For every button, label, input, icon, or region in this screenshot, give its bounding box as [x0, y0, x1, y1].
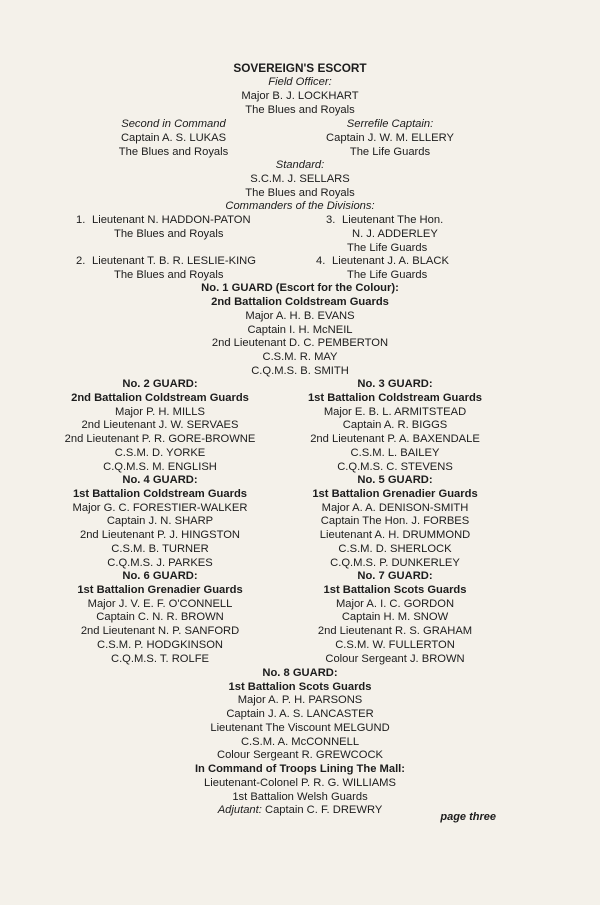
guard-4-member: C.Q.M.S. J. PARKES: [107, 557, 213, 569]
guard-2-member: C.S.M. D. YORKE: [114, 447, 206, 459]
guard-5-member: C.S.M. D. SHERLOCK: [338, 543, 452, 555]
guard-2-heading: No. 2 GUARD:: [122, 378, 198, 390]
division-2-unit: The Blues and Royals: [114, 269, 224, 281]
guard-5-member: Captain The Hon. J. FORBES: [320, 515, 470, 527]
guard-6-battalion: 1st Battalion Grenadier Guards: [77, 584, 243, 596]
guard-5-member: C.Q.M.S. P. DUNKERLEY: [330, 557, 460, 569]
guard-7-member: Major A. I. C. GORDON: [335, 598, 455, 610]
division-2-name: Lieutenant T. B. R. LESLIE-KING: [92, 255, 256, 267]
guard-7-member: 2nd Lieutenant R. S. GRAHAM: [317, 625, 473, 637]
guard-3-member: Major E. B. L. ARMITSTEAD: [323, 406, 467, 418]
guard-2-member: 2nd Lieutenant P. R. GORE-BROWNE: [64, 433, 256, 445]
guard-4-member: Major G. C. FORESTIER-WALKER: [72, 502, 248, 514]
guard-8-member: Lieutenant The Viscount MELGUND: [210, 722, 390, 734]
guard-6-member: C.S.M. P. HODGKINSON: [97, 639, 223, 651]
guard-1-member: C.Q.M.S. B. SMITH: [251, 365, 349, 377]
guard-8-member: Colour Sergeant R. GREWCOCK: [217, 749, 383, 761]
guard-5-battalion: 1st Battalion Grenadier Guards: [312, 488, 478, 500]
guard-1-member: 2nd Lieutenant D. C. PEMBERTON: [211, 337, 389, 349]
guard-2-battalion: 2nd Battalion Coldstream Guards: [71, 392, 249, 404]
division-4-name: Lieutenant J. A. BLACK: [332, 255, 449, 267]
guard-2-member: Major P. H. MILLS: [115, 406, 205, 418]
guard-8-member: Captain J. A. S. LANCASTER: [226, 708, 374, 720]
guard-3-member: 2nd Lieutenant P. A. BAXENDALE: [310, 433, 480, 445]
guard-6-member: Captain C. N. R. BROWN: [96, 611, 224, 623]
guard-4-member: 2nd Lieutenant P. J. HINGSTON: [79, 529, 241, 541]
guard-3-member: C.Q.M.S. C. STEVENS: [337, 461, 453, 473]
guard-1-member: C.S.M. R. MAY: [262, 351, 338, 363]
division-4-number: 4.: [316, 255, 326, 267]
guard-4-member: C.S.M. B. TURNER: [111, 543, 209, 555]
guard-1-battalion: 2nd Battalion Coldstream Guards: [211, 296, 389, 308]
guard-7-member: Captain H. M. SNOW: [341, 611, 449, 623]
guard-1-heading: No. 1 GUARD (Escort for the Colour):: [201, 282, 399, 294]
division-3-number: 3.: [326, 214, 336, 226]
guard-7-heading: No. 7 GUARD:: [357, 570, 433, 582]
guard-4-heading: No. 4 GUARD:: [122, 474, 198, 486]
guard-6-member: 2nd Lieutenant N. P. SANFORD: [80, 625, 240, 637]
adjutant-name: Captain C. F. DREWRY: [264, 804, 383, 816]
adjutant-label: Adjutant:: [217, 804, 262, 816]
standard-name: S.C.M. J. SELLARS: [250, 173, 350, 185]
guard-8-heading: No. 8 GUARD:: [262, 667, 338, 679]
guard-8-member: C.S.M. A. McCONNELL: [240, 736, 360, 748]
standard-heading: Standard:: [275, 159, 325, 171]
second-in-command-unit: The Blues and Royals: [118, 146, 229, 158]
serrefile-captain-unit: The Life Guards: [349, 146, 431, 158]
troops-commander-name: Lieutenant-Colonel P. R. G. WILLIAMS: [204, 777, 396, 789]
guard-6-member: C.Q.M.S. T. ROLFE: [110, 653, 209, 665]
guard-5-member: Lieutenant A. H. DRUMMOND: [319, 529, 471, 541]
commanders-heading: Commanders of the Divisions:: [225, 200, 375, 212]
guard-1-member: Captain I. H. McNEIL: [247, 324, 353, 336]
division-3-name: Lieutenant The Hon.: [342, 214, 444, 226]
guard-6-member: Major J. V. E. F. O'CONNELL: [87, 598, 233, 610]
troops-heading: In Command of Troops Lining The Mall:: [194, 763, 406, 775]
guard-5-heading: No. 5 GUARD:: [357, 474, 433, 486]
division-1-name: Lieutenant N. HADDON-PATON: [92, 214, 251, 226]
standard-unit: The Blues and Royals: [245, 187, 355, 199]
field-officer-unit: The Blues and Royals: [245, 104, 355, 116]
adjutant-line: [0, 804, 600, 818]
field-officer-heading: Field Officer:: [268, 76, 332, 88]
division-1-number: 1.: [76, 214, 86, 226]
guard-3-member: Captain A. R. BIGGS: [342, 419, 448, 431]
escort-title: SOVEREIGN'S ESCORT: [233, 61, 367, 75]
guard-1-member: Major A. H. B. EVANS: [245, 310, 355, 322]
guard-5-member: Major A. A. DENISON-SMITH: [321, 502, 469, 514]
guard-7-battalion: 1st Battalion Scots Guards: [323, 584, 467, 596]
guard-7-member: Colour Sergeant J. BROWN: [325, 653, 465, 665]
guard-3-heading: No. 3 GUARD:: [357, 378, 433, 390]
division-4-unit: The Life Guards: [347, 269, 428, 281]
troops-commander-unit: 1st Battalion Welsh Guards: [232, 791, 368, 803]
second-in-command-name: Captain A. S. LUKAS: [120, 132, 227, 144]
page-number: page three: [440, 811, 496, 823]
division-3-unit: The Life Guards: [347, 242, 428, 254]
guard-2-member: 2nd Lieutenant J. W. SERVAES: [81, 419, 239, 431]
guard-3-member: C.S.M. L. BAILEY: [350, 447, 440, 459]
division-1-unit: The Blues and Royals: [114, 228, 224, 240]
guard-8-battalion: 1st Battalion Scots Guards: [228, 681, 372, 693]
serrefile-captain-heading: Serrefile Captain:: [346, 118, 434, 130]
guard-4-member: Captain J. N. SHARP: [106, 515, 214, 527]
guard-2-member: C.Q.M.S. M. ENGLISH: [103, 461, 217, 473]
guard-8-member: Major A. P. H. PARSONS: [237, 694, 363, 706]
second-in-command-heading: Second in Command: [121, 118, 226, 130]
guard-3-battalion: 1st Battalion Coldstream Guards: [307, 392, 483, 404]
guard-4-battalion: 1st Battalion Coldstream Guards: [72, 488, 248, 500]
field-officer-name: Major B. J. LOCKHART: [241, 90, 359, 102]
serrefile-captain-name: Captain J. W. M. ELLERY: [326, 132, 454, 144]
guard-7-member: C.S.M. W. FULLERTON: [335, 639, 455, 651]
division-2-number: 2.: [76, 255, 86, 267]
division-3-name-cont: N. J. ADDERLEY: [352, 228, 438, 240]
guard-6-heading: No. 6 GUARD:: [122, 570, 198, 582]
